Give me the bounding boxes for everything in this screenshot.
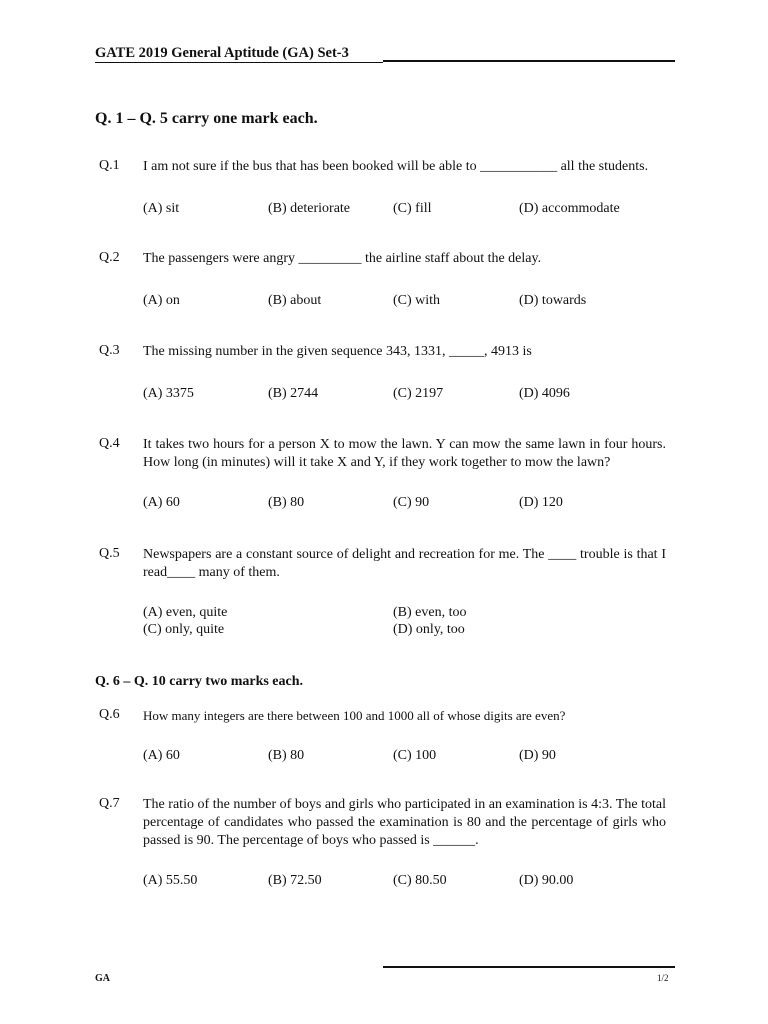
option-d: (D) 90.00 xyxy=(519,873,574,888)
page-number: 1/2 xyxy=(657,973,669,983)
footer-section-label: GA xyxy=(95,973,110,984)
header-rule xyxy=(95,62,383,63)
option-d: (D) towards xyxy=(519,293,587,308)
page-header-title: GATE 2019 General Aptitude (GA) Set-3 xyxy=(95,45,349,61)
option-b: (B) about xyxy=(268,293,322,308)
question-number: Q.6 xyxy=(99,707,120,722)
question-number: Q.5 xyxy=(99,546,120,561)
option-c: (C) 90 xyxy=(393,495,430,510)
section-heading-two-marks: Q. 6 – Q. 10 carry two marks each. xyxy=(95,674,304,689)
question-text: It takes two hours for a person X to mow the lawn. Y can mow the same lawn in four hours. How long (in minutes) will it take X and Y, if they work together to mow the lawn? xyxy=(143,437,666,470)
question-text: How many integers are there between 100 and 1000 all of whose digits are even? xyxy=(143,708,566,723)
option-b: (B) even, too xyxy=(393,605,467,620)
option-c: (C) 2197 xyxy=(393,386,444,401)
option-a: (A) 60 xyxy=(143,748,180,763)
question-number: Q.3 xyxy=(99,343,120,358)
option-b: (B) 2744 xyxy=(268,386,319,401)
question-text: The missing number in the given sequence 343, 1331, _____, 4913 is xyxy=(143,344,532,359)
option-a: (A) 3375 xyxy=(143,386,194,401)
question-number: Q.7 xyxy=(99,796,120,811)
option-a: (A) on xyxy=(143,293,180,308)
option-b: (B) 80 xyxy=(268,748,305,763)
option-a: (A) sit xyxy=(143,201,180,216)
option-b: (B) 80 xyxy=(268,495,305,510)
question-text: I am not sure if the bus that has been booked will be able to ___________ all the students. xyxy=(143,159,649,174)
option-c: (C) with xyxy=(393,293,441,308)
header-rule-right xyxy=(383,60,675,62)
option-c: (C) only, quite xyxy=(143,622,225,637)
question-text: The ratio of the number of boys and girls who participated in an examination is 4:3. The total percentage of candidates who passed the examination is 80 and the percentage of girls who passed is 90. The percentage of boys who passed is ______. xyxy=(143,797,666,848)
option-c: (C) 100 xyxy=(393,748,437,763)
option-b: (B) 72.50 xyxy=(268,873,322,888)
question-text: The passengers were angry _________ the airline staff about the delay. xyxy=(143,251,542,266)
question-text: Newspapers are a constant source of delight and recreation for me. The ____ trouble is that I read____ many of them. xyxy=(143,547,666,580)
option-d: (D) only, too xyxy=(393,622,465,637)
option-b: (B) deteriorate xyxy=(268,201,351,216)
option-d: (D) 120 xyxy=(519,495,563,510)
question-number: Q.2 xyxy=(99,250,120,265)
option-d: (D) 90 xyxy=(519,748,556,763)
question-number: Q.4 xyxy=(99,436,120,451)
question-number: Q.1 xyxy=(99,158,120,173)
footer-rule xyxy=(383,966,675,968)
option-d: (D) 4096 xyxy=(519,386,570,401)
option-a: (A) even, quite xyxy=(143,605,228,620)
option-d: (D) accommodate xyxy=(519,201,620,216)
option-a: (A) 60 xyxy=(143,495,180,510)
option-c: (C) 80.50 xyxy=(393,873,447,888)
option-a: (A) 55.50 xyxy=(143,873,198,888)
option-c: (C) fill xyxy=(393,201,432,216)
section-heading-one-mark: Q. 1 – Q. 5 carry one mark each. xyxy=(95,110,318,127)
